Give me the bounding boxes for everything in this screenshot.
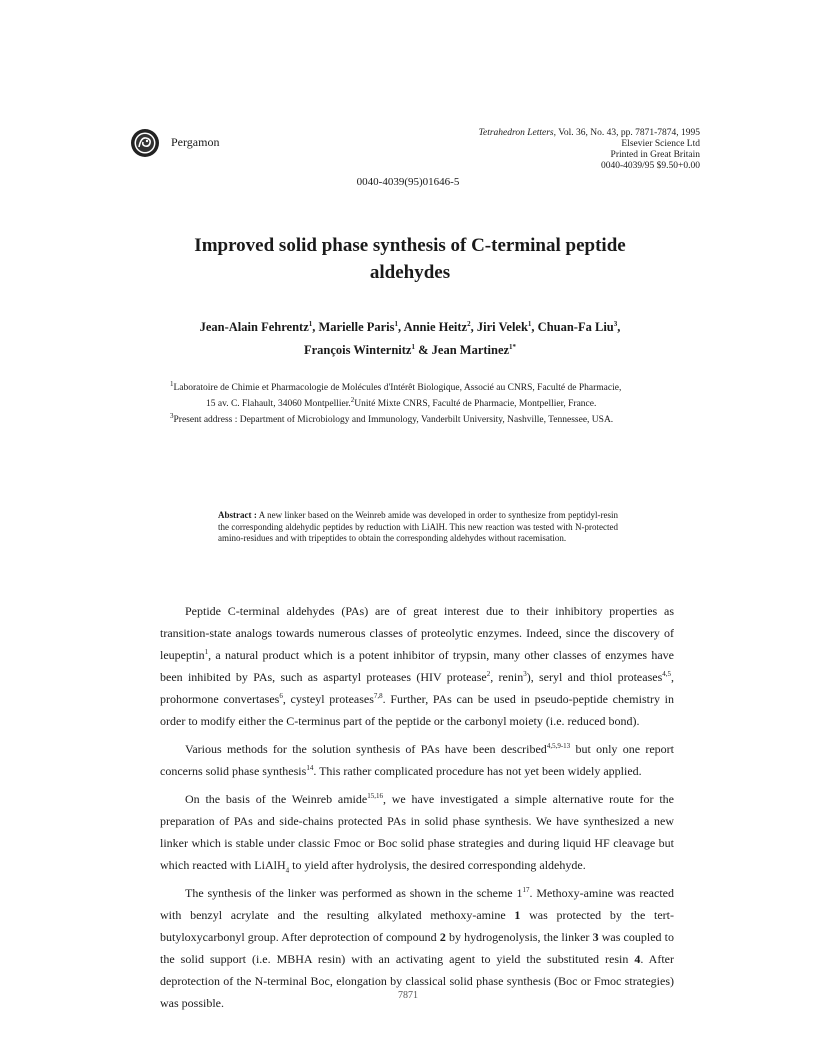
paper-title (150, 232, 670, 286)
affil-mark: 3 (170, 411, 174, 420)
text: to yield after hydrolysis, the desired corresponding aldehyde. (289, 858, 586, 872)
text: , we have investigated a simple alternative route for the preparation of PAs and side-chains protected PAs in solid phase synthesis. We have synthesized a new linker which is stable under classic Fmoc or Boc solid phase strategies and during liquid HF cleavage but which reacted with LiAlH (160, 792, 674, 872)
text: was protected by the tert-butyloxycarbonyl group. After deprotection of compound (160, 908, 675, 944)
text: . This rather complicated procedure has not yet been widely applied. (313, 764, 642, 778)
issn-price: 0040-4039/95 $9.50+0.00 (600, 161, 700, 171)
author-affil-mark: 1* (509, 342, 517, 351)
ref: 3 (523, 670, 527, 678)
affiliation-2 (170, 396, 670, 412)
text: , renin (490, 670, 524, 684)
journal-info (479, 128, 700, 172)
compound-number: 2 (439, 930, 446, 944)
ref: 4,5,9-13 (546, 742, 571, 750)
text: The synthesis of the linker was performed as shown in the scheme 1 (185, 886, 523, 900)
ref: 1 (204, 648, 209, 656)
text: . After deprotection of the N-terminal Boc, elongation by classical solid phase synthesis (Boc or Fmoc strategies) was possible. (160, 952, 674, 1010)
affiliations (170, 380, 670, 428)
author: François Winternitz (303, 343, 412, 357)
abstract-text: A new linker based on the Weinreb amide was developed in order to synthesize from peptidyl-resin the corresponding aldehydic peptides by reduction with LiAlH. This new reaction was tested with N-protected amino-residues and with tripeptides to obtain the corresponding aldehydes without racemisation. (218, 510, 618, 543)
text: was coupled to the solid support (i.e. MBHA resin) with an activating agent to yield the substituted resin (160, 930, 675, 966)
title-line-1: Improved solid phase synthesis of C-terminal peptide (194, 235, 626, 256)
affiliation-1 (170, 380, 670, 396)
ref: 4,5 (662, 670, 671, 678)
author: Jiri Velek (476, 320, 528, 334)
text: ), seryl and thiol proteases (526, 670, 663, 684)
journal-volume: Vol. 36, No. 43, pp. 7871-7874, 1995 (555, 128, 700, 138)
page-number: 7871 (398, 990, 418, 1001)
text: , prohormone convertases (160, 670, 674, 706)
journal-citation (479, 128, 700, 139)
ref: 17 (522, 886, 530, 894)
text: but only one report concerns solid phase synthesis (160, 742, 674, 778)
compound-number: 1 (514, 908, 521, 922)
abstract-label: Abstract : (218, 510, 257, 520)
publisher-name: Pergamon (171, 135, 220, 149)
publisher-line: Elsevier Science Ltd (621, 139, 700, 149)
ref: 2 (486, 670, 491, 678)
author: Chuan-Fa Liu (537, 320, 614, 334)
author-affil-mark: 1 (394, 319, 399, 328)
subscript: 4 (285, 866, 290, 875)
compound-number: 3 (592, 930, 599, 944)
text: . Further, PAs can be used in pseudo-peptide chemistry in order to modify either the C-terminus part of the peptide or the carbonyl moiety (i.e. reduced bond). (160, 692, 674, 728)
text: , cysteyl proteases (282, 692, 374, 706)
affil-text: Unité Mixte CNRS, Faculté de Pharmacie, Montpellier, France. (354, 399, 597, 409)
pergamon-logo-icon (130, 128, 160, 158)
text: On the basis of the Weinreb amide (185, 792, 368, 806)
affil-text: Present address : Department of Microbiology and Immunology, Vanderbilt University, Nashville, Tennessee, USA. (173, 415, 614, 425)
paragraph (160, 788, 674, 876)
affil-mark: 1 (170, 379, 174, 388)
affil-text: 15 av. C. Flahault, 34060 Montpellier. (206, 399, 351, 409)
title-line-2: aldehydes (369, 262, 451, 283)
affiliation-3 (170, 412, 670, 428)
author-affil-mark: 1 (308, 319, 313, 328)
ref: 14 (306, 764, 314, 772)
author: Jean Martinez (431, 343, 510, 357)
affil-mark: 2 (350, 395, 355, 404)
text: . Methoxy-amine was reacted with benzyl acrylate and the resulting alkylated methoxy-amine (160, 886, 674, 922)
text: , a natural product which is a potent inhibitor of trypsin, many other classes of enzymes have been inhibited by PAs, such as aspartyl proteases (HIV protease (160, 648, 674, 684)
author-list: Jean-Alain Fehrentz$^1$, Marielle Paris$^1$, Annie Heitz$^2$, Jiri Velek$^1$, Chuan-Fa Liu$^3$, François Winternitz$^1$ & Jean Martinez$^{1*}$ (199, 319, 621, 357)
author-affil-mark: 1 (411, 342, 415, 351)
author: Annie Heitz (403, 320, 468, 334)
journal-name: Tetrahedron Letters, (478, 128, 556, 138)
text: by hydrogenolysis, the linker (445, 930, 593, 944)
text: Peptide C-terminal aldehydes (PAs) are of great interest due to their inhibitory properties as transition-state analogs towards numerous classes of proteolytic enzymes. Indeed, since the discovery of leupeptin (160, 604, 674, 662)
author-affil-mark: 2 (467, 319, 471, 328)
ref: 15,16 (367, 792, 383, 800)
main-text (160, 600, 674, 1020)
text: Various methods for the solution synthesis of PAs have been described (185, 742, 547, 756)
author: Jean-Alain Fehrentz (199, 320, 309, 334)
compound-number: 4 (634, 952, 641, 966)
ref: 7,8 (373, 692, 383, 700)
affil-text: Laboratoire de Chimie et Pharmacologie de Molécules d'Intérêt Biologique, Associé au CNRS, Faculté de Pharmacie, (173, 383, 622, 393)
author: Marielle Paris (318, 320, 395, 334)
author-affil-mark: 1 (527, 319, 532, 328)
paragraph (160, 600, 674, 732)
paragraph (160, 738, 674, 782)
abstract (218, 510, 618, 545)
printed-line: Printed in Great Britain (610, 150, 700, 160)
ref: 6 (279, 692, 283, 700)
article-code: 0040-4039(95)01646-5 (356, 176, 460, 188)
author-affil-mark: 3 (613, 319, 618, 328)
